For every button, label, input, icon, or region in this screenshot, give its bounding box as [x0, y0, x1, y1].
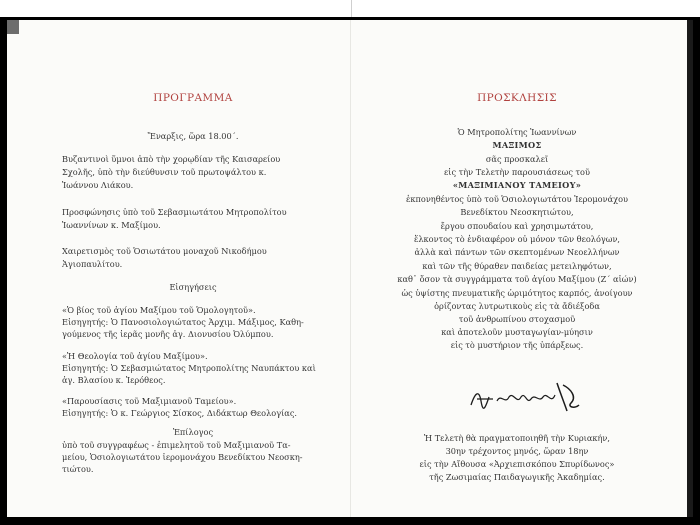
event-details-line: Ἡ Τελετὴ θὰ πραγματοποιηθῆ τὴν Κυριακήν,	[423, 433, 610, 443]
program-item-line: Χαιρετισμὸς τοῦ Ὁσιωτάτου μοναχοῦ Νικοδήμου	[62, 246, 267, 256]
corner-mark	[7, 20, 19, 34]
invitation-line: καθ᾽ ὅσον τὰ συγγράμματα τοῦ ἁγίου Μαξίμου (Ζ΄ αἰών)	[397, 274, 637, 284]
previous-page-strip	[0, 0, 700, 17]
invitation-line: ἕλκοντος τὸ ἐνδιαφέρον οὐ μόνον τῶν θεολόγων,	[413, 234, 621, 244]
invitation-line: ὡς ὑψίστης πνευματικῆς ὡριμότητος καρπός, ἀνοίγουν	[401, 288, 633, 298]
talk-title: «Ὁ βίος τοῦ ἁγίου Μαξίμου τοῦ Ὁμολογητοῦ».	[62, 305, 256, 315]
invitation-line: Ὁ Μητροπολίτης Ἰωαννίνων	[457, 127, 577, 137]
invitation-card	[7, 20, 693, 517]
program-heading: ΠΡΟΓΡΑΜΜΑ	[153, 92, 233, 104]
talk-speaker: γούμενος τῆς ἱερᾶς μονῆς ἁγ. Διονυσίου Ὀλύμπου.	[62, 329, 274, 339]
invitation-name: ΜΑΞΙΜΟΣ	[492, 140, 542, 150]
epilogue-title: Ἐπίλογος	[172, 427, 214, 437]
invitation-line: εἰς τὸ μυστήριον τῆς ὑπάρξεως.	[450, 340, 584, 350]
talk-title: «Παρουσίασις τοῦ Μαξιμιανοῦ Ταμείου».	[62, 396, 237, 406]
center-fold	[350, 20, 351, 517]
program-item-line: Ἰωάννου Λιάκου.	[62, 180, 134, 190]
previous-page-fold	[351, 0, 352, 17]
event-details-line: τῆς Ζωσιμαίας Παιδαγωγικῆς Ἀκαδημίας.	[429, 472, 605, 482]
invitation-line: καὶ τῶν τῆς θύραθεν παιδείας μετειληφότων,	[422, 261, 612, 271]
talk-speaker: Εἰσηγητής: Ὁ Σεβασμιώτατος Μητροπολίτης Ναυπάκτου καὶ	[62, 363, 316, 373]
invitation-heading: ΠΡΟΣΚΛΗΣΙΣ	[477, 92, 557, 104]
talk-speaker: Εἰσηγητής: Ὁ κ. Γεώργιος Σίσκος, Διδάκτωρ Θεολογίας.	[62, 408, 298, 418]
invitation-line: Βενεδίκτου Νεοσκητιώτου,	[460, 207, 574, 217]
invitation-line: ἀλλὰ καὶ πάντων τῶν σκεπτομένων Νεοελλήνων	[414, 247, 620, 257]
epilogue-line: ὑπὸ τοῦ συγγραφέως - ἐπιμελητοῦ τοῦ Μαξιμιανοῦ Τα-	[62, 440, 291, 450]
talk-speaker: Εἰσηγητής: Ὁ Πανοσιολογιώτατος Ἀρχιμ. Μάξιμος, Καθη-	[62, 317, 304, 327]
start-time: Ἔναρξις, ὥρα 18.00΄.	[147, 131, 239, 141]
invitation-line: ἔργου σπουδαίου καὶ χρησιμωτάτου,	[440, 221, 594, 231]
invitation-line: καὶ ἀποτελοῦν μυσταγωγίαν-μύησιν	[441, 327, 593, 337]
invitation-line: ὁρίζοντας λυτρωτικοὺς εἰς τὰ ἄδιέξοδα	[434, 301, 600, 311]
program-item-line: Σχολῆς, ὑπὸ τὴν διεύθυνσιν τοῦ πρωτοψάλτου κ.	[62, 167, 267, 177]
invitation-line: σᾶς προσκαλεῖ	[485, 154, 549, 164]
signature-image	[467, 375, 587, 415]
epilogue-line: μείου, Ὁσιολογιωτάτου ἱερομονάχου Βενεδίκτου Νεοσκη-	[62, 452, 303, 462]
program-item-line: Προσφώνησις ὑπὸ τοῦ Σεβασμιωτάτου Μητροπολίτου	[62, 207, 287, 217]
invitation-line: εἰς τὴν Τελετὴν παρουσιάσεως τοῦ	[444, 167, 590, 177]
event-details-line: 30ην τρέχοντος μηνός, ὥραν 18ην	[445, 446, 589, 456]
epilogue-line: τιώτου.	[62, 464, 94, 474]
invitation-line: τοῦ ἀνθρωπίνου στοχασμοῦ	[458, 314, 576, 324]
program-item-line: Βυζαντινοὶ ὕμνοι ἀπὸ τὴν χορῳδίαν τῆς Καισαρείου	[62, 154, 281, 164]
invitation-line: ἐκπονηθέντος ὑπὸ τοῦ Ὁσιολογιωτάτου Ἱερομονάχου	[406, 194, 628, 204]
program-item-line: Ἰωαννίνων κ. Μαξίμου.	[62, 220, 161, 230]
talk-title: «Ἡ Θεολογία τοῦ ἁγίου Μαξίμου».	[62, 351, 208, 361]
talk-speaker: ἁγ. Βλασίου κ. Ἱερόθεος.	[62, 375, 166, 385]
talks-subheading: Εἰσηγήσεις	[169, 282, 217, 292]
right-edge-shadow	[687, 20, 693, 517]
invitation-book-title: «ΜΑΞΙΜΙΑΝΟΥ ΤΑΜΕΙΟΥ»	[452, 180, 582, 190]
event-details-line: εἰς τὴν Αἴθουσα «Ἀρχιεπισκόπου Σπυρίδωνος»	[419, 459, 615, 469]
program-item-line: Ἁγιοπαυλίτου.	[62, 259, 123, 269]
